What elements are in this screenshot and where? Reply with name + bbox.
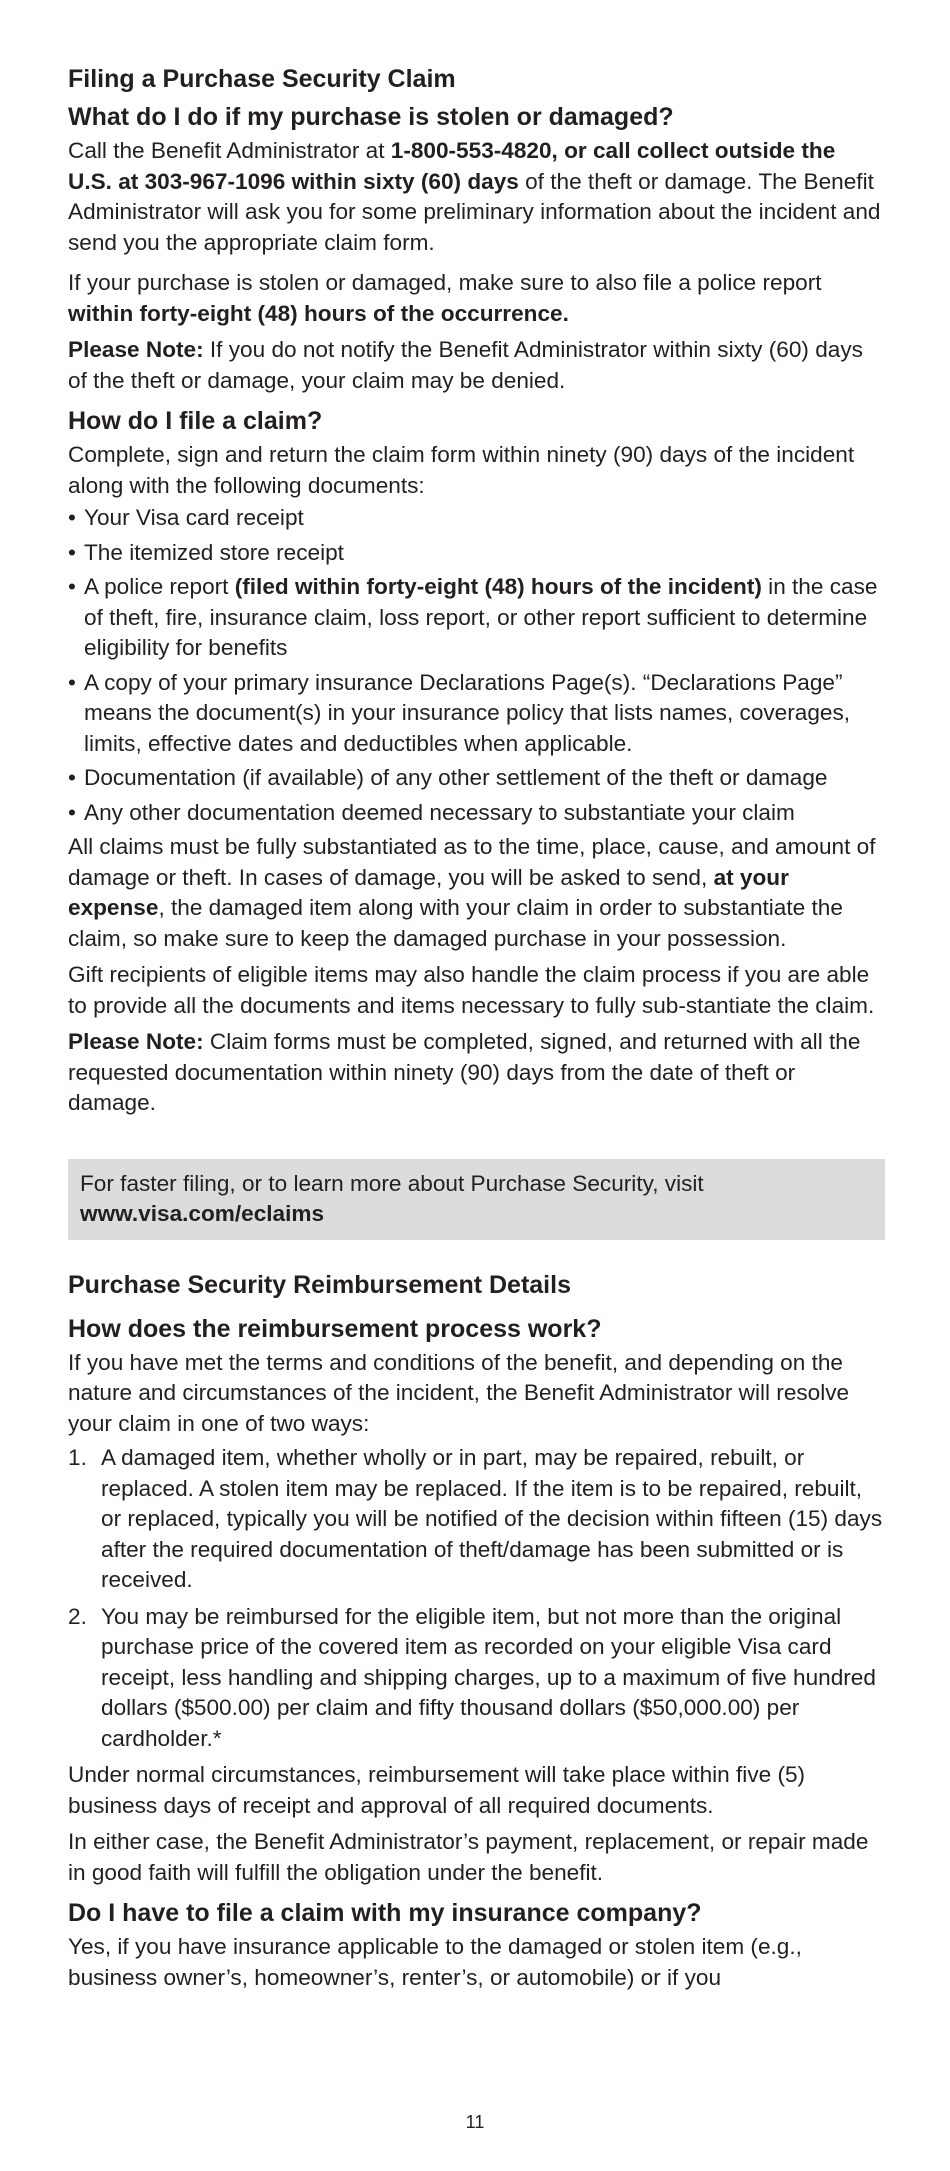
text-run: Claim forms must be completed, signed, and returned with all the requested documentation within ninety (90) days from the date of theft or damage. xyxy=(68,1029,861,1115)
document-page xyxy=(68,60,883,1993)
text-run: A police report xyxy=(84,574,235,599)
bold-text: (filed within forty-eight (48) hours of the incident) xyxy=(234,574,762,599)
text-run: If your purchase is stolen or damaged, make sure to also file a police report xyxy=(68,270,822,295)
question-insurance-company: Do I have to file a claim with my insurance company? xyxy=(68,1899,702,1927)
list-item: • Your Visa card receipt xyxy=(68,503,883,534)
section-title-reimbursement: Purchase Security Reimbursement Details xyxy=(68,1270,571,1299)
list-item xyxy=(68,1602,883,1755)
section-title-filing-claim: Filing a Purchase Security Claim xyxy=(68,65,456,93)
paragraph-gift-recipients: Gift recipients of eligible items may also handle the claim process if you are able to provide all the documents and items necessary to fully sub-stantiate the claim. xyxy=(68,962,875,1018)
paragraph-either-case: In either case, the Benefit Administrator’s payment, replacement, or repair made in good faith will fulfill the obligation under the benefit. xyxy=(68,1829,869,1885)
bold-text: within forty-eight (48) hours of the occurrence. xyxy=(68,300,569,326)
text-run: All claims must be fully substantiated as to the time, place, cause, and amount of damage or theft. In cases of damage, you will be asked to send, xyxy=(68,834,876,890)
paragraph-fully-substantiated xyxy=(68,832,883,954)
reimbursement-section xyxy=(68,1266,883,1994)
list-item: • Any other documentation deemed necessary to substantiate your claim xyxy=(68,798,883,829)
text-run: Call the Benefit Administrator at xyxy=(68,138,391,163)
callout-link-line xyxy=(80,1199,873,1230)
note-label: Please Note: xyxy=(68,1029,204,1054)
question-how-file-claim: How do I file a claim? xyxy=(68,407,323,435)
question-stolen-or-damaged: What do I do if my purchase is stolen or damaged? xyxy=(68,103,674,131)
list-item: • A copy of your primary insurance Declarations Page(s). “Declarations Page” means the document(s) in your insurance policy that lists names, coverages, limits, effective dates and deductibles when applicable. xyxy=(68,668,883,760)
item-number: 2. xyxy=(68,1603,87,1629)
paragraph-complete-sign-return: Complete, sign and return the claim form within ninety (90) days of the incident along with the following documents: xyxy=(68,442,855,498)
list-item: • Documentation (if available) of any other settlement of the theft or damage xyxy=(68,763,883,794)
item-text: You may be reimbursed for the eligible item, but not more than the original purchase price of the covered item as recorded on your eligible Visa card receipt, less handling and shipping charges, up to a maximum of five hundred dollars ($500.00) per claim and fifty thousand dollars ($50,000.00) per cardholder.* xyxy=(101,1603,876,1751)
paragraph-call-administrator xyxy=(68,136,883,258)
paragraph-police-report xyxy=(68,268,883,329)
page-number: 11 xyxy=(465,2112,485,2132)
required-documents-list xyxy=(68,503,883,828)
text-run: in the case of theft, fire, insurance claim, loss report, or other report sufficient to determine eligibility for benefits xyxy=(84,574,878,660)
paragraph-yes-insurance: Yes, if you have insurance applicable to the damaged or stolen item (e.g., business owner’s, homeowner’s, renter’s, or automobile) or if you xyxy=(68,1934,802,1990)
item-number: 1. xyxy=(68,1445,87,1470)
question-reimbursement-process: How does the reimbursement process work? xyxy=(68,1314,602,1343)
bold-text: at your expense xyxy=(68,864,789,920)
list-item: • The itemized store receipt xyxy=(68,538,883,569)
text-run: , the damaged item along with your claim in order to substantiate the claim, so make sure to keep the damaged purchase in your possession. xyxy=(68,895,843,951)
please-note-sixty-days xyxy=(68,335,883,396)
paragraph-resolve-claim: If you have met the terms and conditions of the benefit, and depending on the nature and circumstances of the incident, the Benefit Administrator will resolve your claim in one of two ways: xyxy=(68,1349,850,1436)
please-note-ninety-days xyxy=(68,1027,883,1119)
eclaims-link[interactable]: www.visa.com/eclaims xyxy=(80,1201,325,1226)
resolution-options-list xyxy=(68,1443,883,1754)
paragraph-normal-circumstances: Under normal circumstances, reimbursement will take place within five (5) business days of receipt and approval of all required documents. xyxy=(68,1762,806,1818)
note-label: Please Note: xyxy=(68,337,204,362)
item-text: A damaged item, whether wholly or in part, may be repaired, rebuilt, or replaced. A stolen item may be replaced. If the item is to be repaired, rebuilt, or replaced, typically you will be notified of the decision within fifteen (15) days after the required documentation of theft/damage has been submitted or is received. xyxy=(101,1445,883,1592)
list-item xyxy=(68,1443,883,1596)
text-run: If you do not notify the Benefit Administrator within sixty (60) days of the theft or damage, your claim may be denied. xyxy=(68,337,863,393)
text-run: of the theft or damage. The Benefit Administrator will ask you for some preliminary information about the incident and send you the appropriate claim form. xyxy=(68,168,881,255)
callout-text: For faster filing, or to learn more about Purchase Security, visit xyxy=(80,1170,704,1196)
list-item xyxy=(68,572,883,664)
eclaims-callout-box xyxy=(68,1159,885,1240)
phone-numbers-bold: 1-800-553-4820, or call collect outside the U.S. at 303-967-1096 within sixty (60) days xyxy=(68,138,836,194)
